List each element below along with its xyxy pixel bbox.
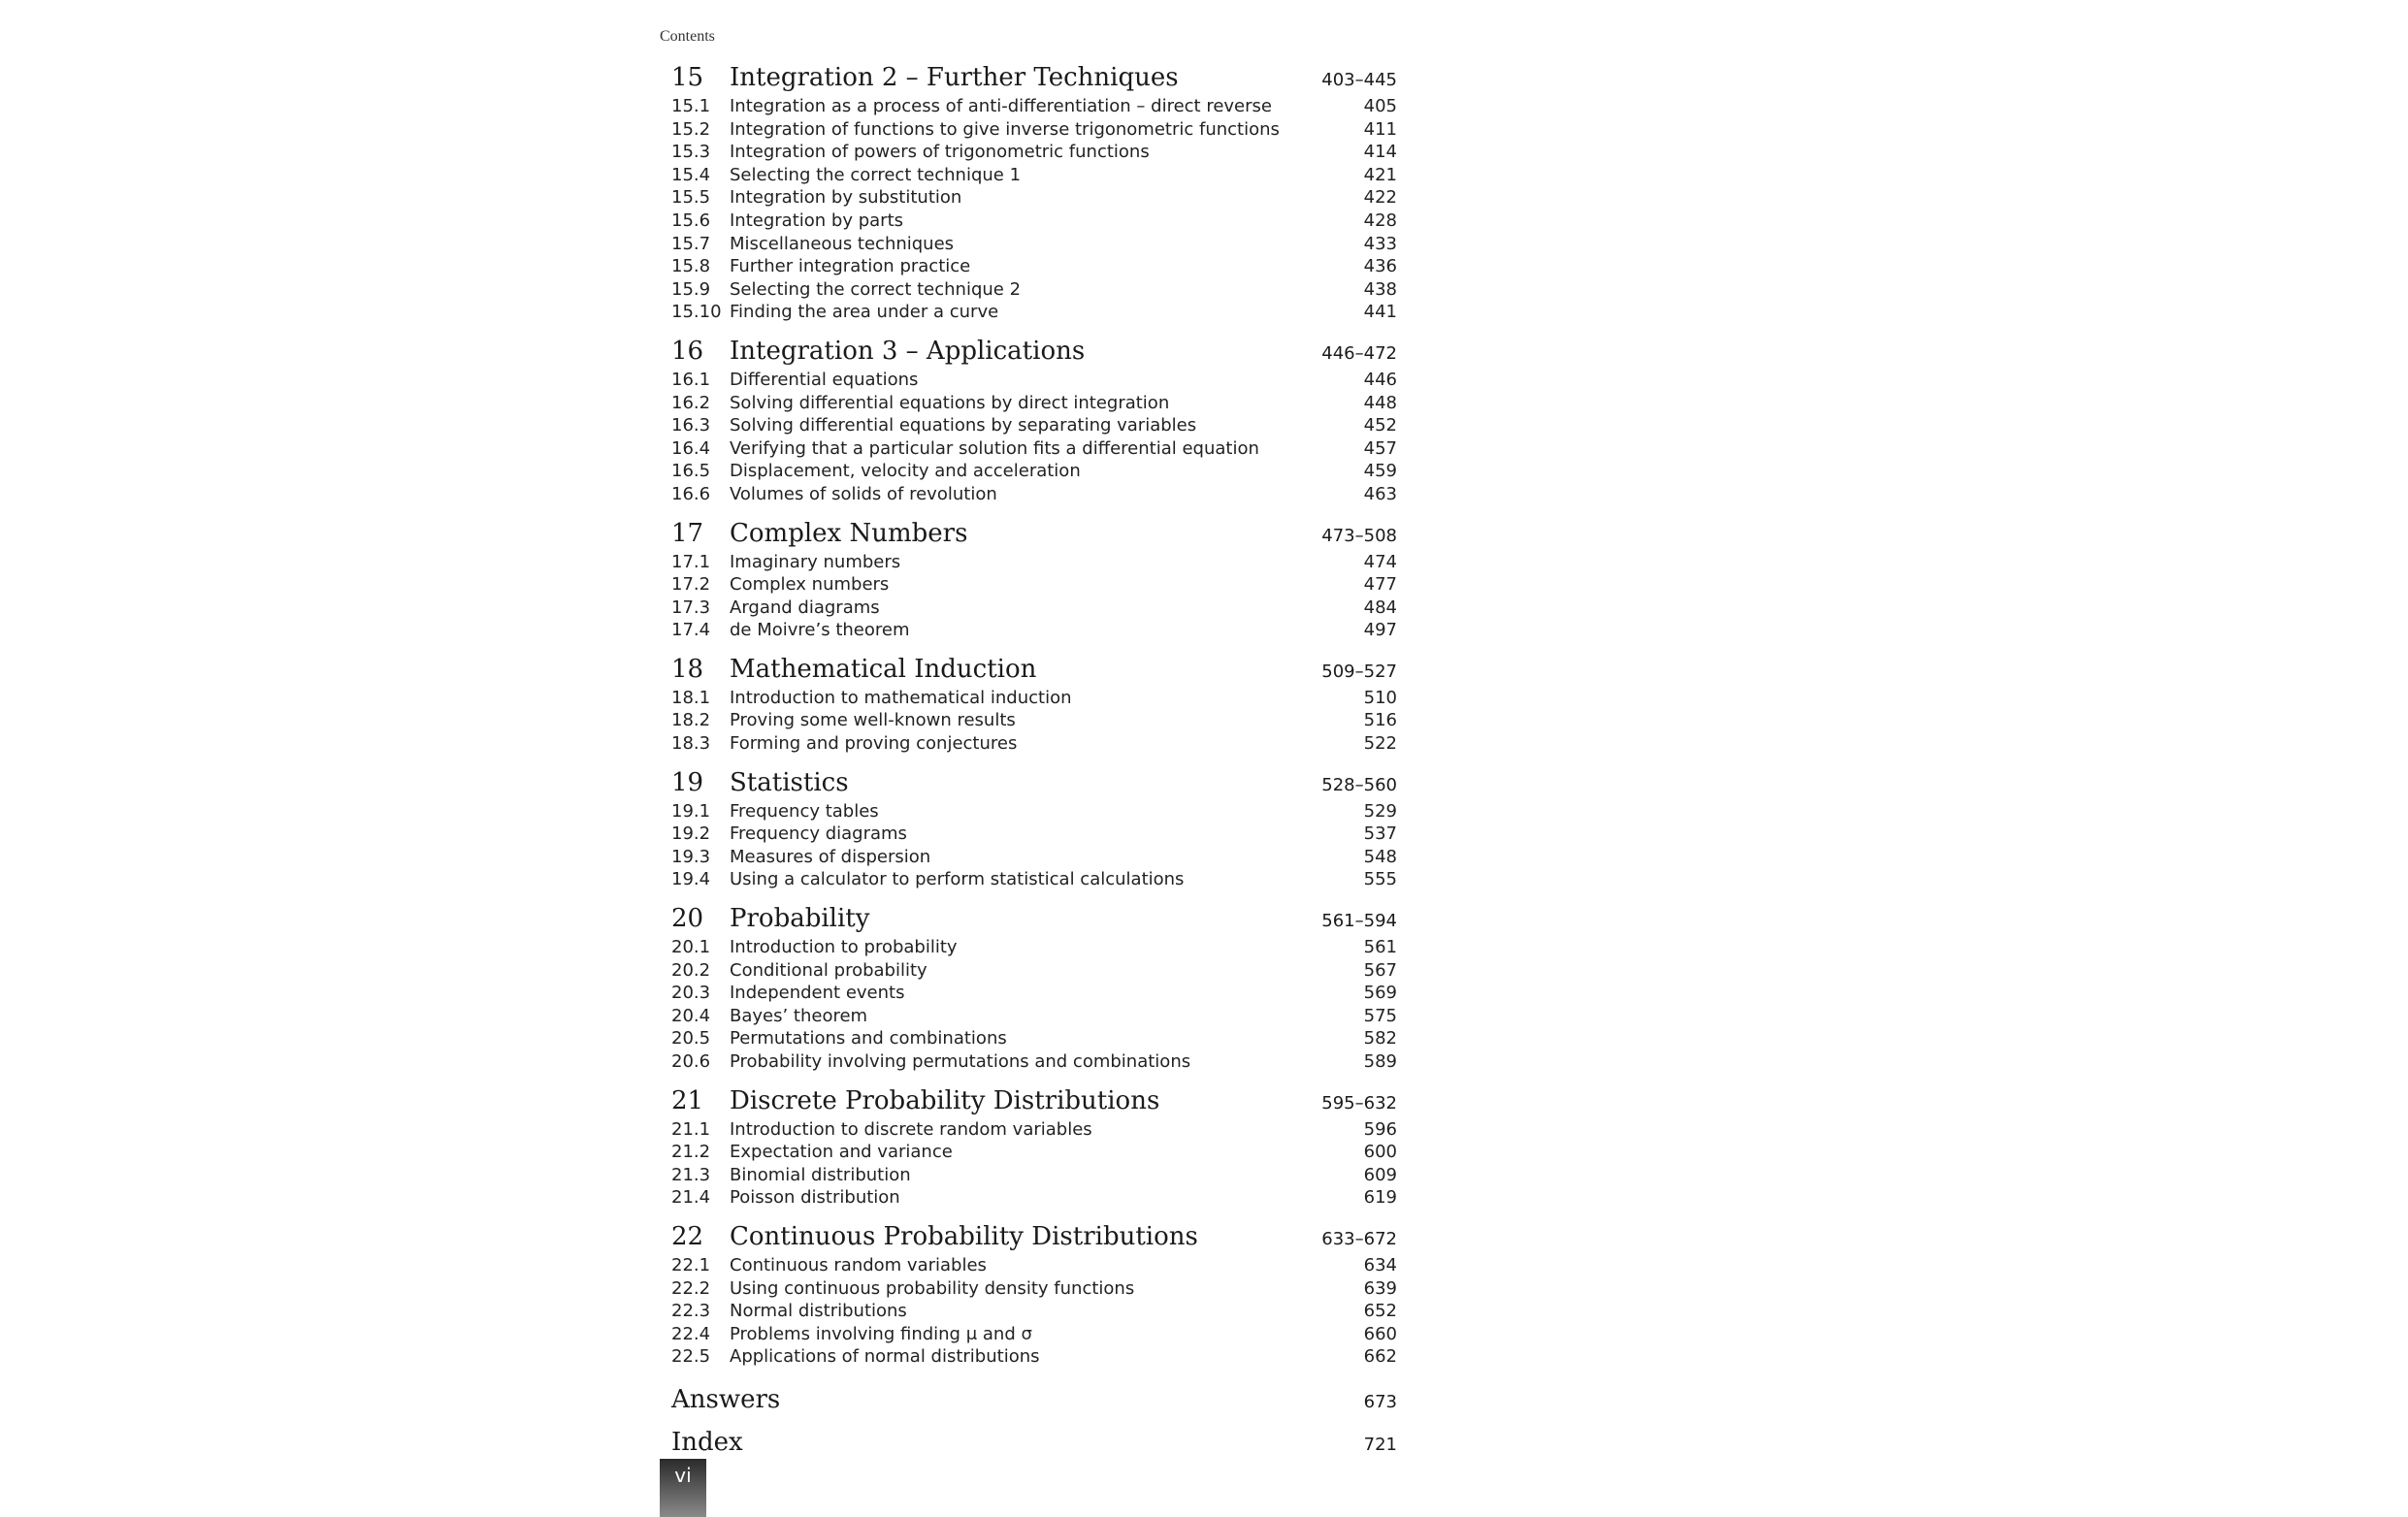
section-page: 609 bbox=[1363, 1164, 1397, 1185]
chapter-page-range: 446–472 bbox=[1321, 342, 1397, 364]
section-entry[interactable] bbox=[660, 95, 1397, 118]
section-entry[interactable] bbox=[660, 1027, 1397, 1050]
chapter-number: 18 bbox=[671, 654, 704, 684]
chapter-list bbox=[660, 60, 1397, 1369]
chapter-number: 15 bbox=[671, 63, 704, 92]
chapter-title: Continuous Probability Distributions bbox=[730, 1221, 1198, 1251]
chapter-heading[interactable] bbox=[660, 1083, 1397, 1118]
section-page: 436 bbox=[1363, 256, 1397, 277]
section-title: Frequency diagrams bbox=[730, 823, 907, 845]
section-page: 448 bbox=[1363, 392, 1397, 413]
section-page: 634 bbox=[1363, 1254, 1397, 1275]
section-number: 16.5 bbox=[671, 461, 711, 482]
section-title: Verifying that a particular solution fits a differential equation bbox=[730, 437, 1259, 459]
section-number: 16.3 bbox=[671, 415, 711, 436]
section-title: Miscellaneous techniques bbox=[730, 233, 955, 254]
section-page: 561 bbox=[1363, 937, 1397, 958]
section-number: 16.4 bbox=[671, 437, 711, 459]
chapter-number: 16 bbox=[671, 336, 704, 366]
chapter-number: 20 bbox=[671, 904, 704, 934]
section-page: 600 bbox=[1363, 1142, 1397, 1163]
section-title: Independent events bbox=[730, 983, 905, 1004]
section-entry[interactable] bbox=[660, 210, 1397, 233]
section-page: 433 bbox=[1363, 233, 1397, 254]
section-number: 20.2 bbox=[671, 959, 711, 981]
contents-page bbox=[660, 25, 1397, 1464]
section-number: 15.8 bbox=[671, 256, 711, 277]
section-page: 411 bbox=[1363, 118, 1397, 140]
section-entry[interactable] bbox=[660, 460, 1397, 483]
chapter-page-range: 561–594 bbox=[1321, 911, 1397, 932]
chapter-entry bbox=[660, 60, 1397, 324]
section-number: 18.2 bbox=[671, 710, 711, 731]
section-page: 405 bbox=[1363, 96, 1397, 116]
section-title: Forming and proving conjectures bbox=[730, 733, 1018, 755]
section-title: Conditional probability bbox=[730, 959, 927, 981]
section-page: 548 bbox=[1363, 846, 1397, 867]
section-entry[interactable] bbox=[660, 1186, 1397, 1210]
section-title: Displacement, velocity and acceleration bbox=[730, 461, 1081, 482]
section-entry[interactable] bbox=[660, 732, 1397, 756]
section-number: 17.1 bbox=[671, 551, 711, 572]
section-page: 567 bbox=[1363, 959, 1397, 981]
section-page: 428 bbox=[1363, 210, 1397, 231]
section-number: 15.5 bbox=[671, 187, 711, 209]
answers-title: Answers bbox=[671, 1384, 781, 1414]
section-page: 422 bbox=[1363, 187, 1397, 209]
section-number: 21.3 bbox=[671, 1164, 711, 1185]
section-title: Bayes’ theorem bbox=[730, 1005, 868, 1026]
section-number: 15.2 bbox=[671, 118, 711, 140]
section-title: Continuous random variables bbox=[730, 1254, 987, 1275]
chapter-title: Integration 3 – Applications bbox=[730, 336, 1086, 366]
section-title: Frequency tables bbox=[730, 800, 879, 822]
section-entry[interactable] bbox=[660, 392, 1397, 415]
section-page: 652 bbox=[1363, 1301, 1397, 1322]
section-entry[interactable] bbox=[660, 164, 1397, 187]
section-page: 463 bbox=[1363, 483, 1397, 504]
section-title: Integration as a process of anti-differentiation – direct reverse bbox=[730, 96, 1272, 116]
chapter-title: Probability bbox=[730, 904, 870, 934]
section-number: 20.5 bbox=[671, 1028, 711, 1049]
section-page: 537 bbox=[1363, 823, 1397, 845]
section-entry[interactable] bbox=[660, 278, 1397, 302]
section-title: Using continuous probability density functions bbox=[730, 1277, 1135, 1299]
running-head: Contents bbox=[660, 28, 715, 45]
section-entry[interactable] bbox=[660, 597, 1397, 620]
answers-entry[interactable] bbox=[660, 1378, 1397, 1421]
section-page: 529 bbox=[1363, 800, 1397, 822]
section-number: 20.4 bbox=[671, 1005, 711, 1026]
section-number: 20.1 bbox=[671, 937, 711, 958]
section-page: 457 bbox=[1363, 437, 1397, 459]
section-title: Argand diagrams bbox=[730, 597, 880, 618]
chapter-page-range: 633–672 bbox=[1321, 1228, 1397, 1249]
section-entry[interactable] bbox=[660, 414, 1397, 437]
section-page: 446 bbox=[1363, 369, 1397, 390]
section-number: 15.1 bbox=[671, 96, 711, 116]
chapter-title: Mathematical Induction bbox=[730, 654, 1037, 684]
section-title: Measures of dispersion bbox=[730, 846, 931, 867]
section-list bbox=[660, 1118, 1397, 1210]
section-title: Integration by parts bbox=[730, 210, 903, 231]
section-entry[interactable] bbox=[660, 141, 1397, 164]
section-entry[interactable] bbox=[660, 1005, 1397, 1028]
section-title: Imaginary numbers bbox=[730, 551, 901, 572]
chapter-heading[interactable] bbox=[660, 516, 1397, 551]
section-entry[interactable] bbox=[660, 936, 1397, 959]
section-entry[interactable] bbox=[660, 255, 1397, 278]
section-entry[interactable] bbox=[660, 437, 1397, 461]
section-entry[interactable] bbox=[660, 573, 1397, 597]
section-page: 555 bbox=[1363, 869, 1397, 890]
section-title: Applications of normal distributions bbox=[730, 1346, 1040, 1368]
section-number: 20.6 bbox=[671, 1051, 711, 1072]
section-page: 582 bbox=[1363, 1028, 1397, 1049]
chapter-title: Integration 2 – Further Techniques bbox=[730, 63, 1179, 92]
section-title: Volumes of solids of revolution bbox=[730, 483, 997, 504]
section-title: Binomial distribution bbox=[730, 1164, 911, 1185]
section-number: 17.2 bbox=[671, 574, 711, 596]
section-list bbox=[660, 936, 1397, 1074]
section-number: 22.5 bbox=[671, 1346, 711, 1368]
section-entry[interactable] bbox=[660, 1118, 1397, 1142]
index-entry[interactable] bbox=[660, 1421, 1397, 1464]
chapter-entry bbox=[660, 652, 1397, 756]
section-page: 484 bbox=[1363, 597, 1397, 618]
section-title: Selecting the correct technique 1 bbox=[730, 164, 1022, 185]
chapter-entry bbox=[660, 901, 1397, 1074]
section-number: 20.3 bbox=[671, 983, 711, 1004]
answers-page: 673 bbox=[1363, 1391, 1397, 1412]
section-entry[interactable] bbox=[660, 800, 1397, 823]
chapter-heading[interactable] bbox=[660, 652, 1397, 687]
chapter-number: 22 bbox=[671, 1221, 704, 1251]
section-entry[interactable] bbox=[660, 1300, 1397, 1323]
chapter-heading[interactable] bbox=[660, 334, 1397, 369]
chapter-heading[interactable] bbox=[660, 901, 1397, 936]
section-title: Using a calculator to perform statistical calculations bbox=[730, 869, 1185, 890]
section-number: 18.1 bbox=[671, 687, 711, 708]
section-title: Introduction to mathematical induction bbox=[730, 687, 1072, 708]
section-number: 17.4 bbox=[671, 620, 711, 641]
section-title: Integration of powers of trigonometric functions bbox=[730, 142, 1150, 163]
chapter-page-range: 595–632 bbox=[1321, 1092, 1397, 1114]
chapter-number: 21 bbox=[671, 1085, 704, 1115]
section-number: 19.3 bbox=[671, 846, 711, 867]
section-page: 414 bbox=[1363, 142, 1397, 163]
section-title: Differential equations bbox=[730, 369, 919, 390]
section-entry[interactable] bbox=[660, 687, 1397, 710]
section-number: 15.6 bbox=[671, 210, 711, 231]
section-number: 16.1 bbox=[671, 369, 711, 390]
chapter-entry bbox=[660, 516, 1397, 642]
chapter-number: 19 bbox=[671, 767, 704, 797]
section-number: 16.6 bbox=[671, 483, 711, 504]
chapter-number: 17 bbox=[671, 518, 704, 548]
section-list bbox=[660, 95, 1397, 324]
section-title: Selecting the correct technique 2 bbox=[730, 278, 1022, 300]
section-entry[interactable] bbox=[660, 1345, 1397, 1369]
section-title: Poisson distribution bbox=[730, 1187, 900, 1209]
section-page: 516 bbox=[1363, 710, 1397, 731]
section-title: Further integration practice bbox=[730, 256, 971, 277]
section-entry[interactable] bbox=[660, 186, 1397, 210]
section-entry[interactable] bbox=[660, 551, 1397, 574]
section-entry[interactable] bbox=[660, 982, 1397, 1005]
chapter-entry bbox=[660, 1219, 1397, 1369]
section-page: 421 bbox=[1363, 164, 1397, 185]
section-page: 459 bbox=[1363, 461, 1397, 482]
index-page: 721 bbox=[1363, 1434, 1397, 1455]
section-title: Introduction to probability bbox=[730, 937, 958, 958]
section-title: Permutations and combinations bbox=[730, 1028, 1007, 1049]
index-title: Index bbox=[671, 1427, 743, 1457]
section-title: de Moivre’s theorem bbox=[730, 620, 910, 641]
section-page: 522 bbox=[1363, 733, 1397, 755]
section-title: Proving some well-known results bbox=[730, 710, 1016, 731]
section-title: Normal distributions bbox=[730, 1301, 907, 1322]
section-page: 660 bbox=[1363, 1323, 1397, 1344]
section-title: Expectation and variance bbox=[730, 1142, 953, 1163]
section-page: 662 bbox=[1363, 1346, 1397, 1368]
section-page: 596 bbox=[1363, 1118, 1397, 1140]
section-number: 22.3 bbox=[671, 1301, 711, 1322]
section-page: 497 bbox=[1363, 620, 1397, 641]
section-number: 22.4 bbox=[671, 1323, 711, 1344]
section-number: 15.9 bbox=[671, 278, 711, 300]
section-number: 17.3 bbox=[671, 597, 711, 618]
section-title: Solving differential equations by separating variables bbox=[730, 415, 1197, 436]
section-number: 19.1 bbox=[671, 800, 711, 822]
section-entry[interactable] bbox=[660, 1050, 1397, 1074]
section-entry[interactable] bbox=[660, 846, 1397, 869]
chapter-heading[interactable] bbox=[660, 60, 1397, 95]
section-page: 639 bbox=[1363, 1277, 1397, 1299]
section-page: 589 bbox=[1363, 1051, 1397, 1072]
section-entry[interactable] bbox=[660, 619, 1397, 642]
section-entry[interactable] bbox=[660, 1164, 1397, 1187]
section-number: 15.7 bbox=[671, 233, 711, 254]
section-list bbox=[660, 551, 1397, 642]
section-title: Probability involving permutations and combinations bbox=[730, 1051, 1191, 1072]
section-page: 441 bbox=[1363, 302, 1397, 323]
section-title: Finding the area under a curve bbox=[730, 302, 999, 323]
section-page: 575 bbox=[1363, 1005, 1397, 1026]
section-title: Integration by substitution bbox=[730, 187, 962, 209]
section-number: 16.2 bbox=[671, 392, 711, 413]
page-number-tab: vi bbox=[660, 1459, 706, 1517]
section-list bbox=[660, 800, 1397, 891]
section-entry[interactable] bbox=[660, 959, 1397, 983]
chapter-page-range: 473–508 bbox=[1321, 525, 1397, 546]
section-number: 15.4 bbox=[671, 164, 711, 185]
chapter-title: Statistics bbox=[730, 767, 849, 797]
section-entry[interactable] bbox=[660, 233, 1397, 256]
section-number: 15.10 bbox=[671, 302, 722, 323]
section-page: 438 bbox=[1363, 278, 1397, 300]
chapter-entry bbox=[660, 334, 1397, 506]
section-title: Integration of functions to give inverse trigonometric functions bbox=[730, 118, 1280, 140]
section-list bbox=[660, 1254, 1397, 1369]
section-list bbox=[660, 369, 1397, 506]
section-title: Problems involving finding μ and σ bbox=[730, 1323, 1032, 1344]
section-title: Complex numbers bbox=[730, 574, 890, 596]
chapter-entry bbox=[660, 1083, 1397, 1210]
section-page: 452 bbox=[1363, 415, 1397, 436]
chapter-page-range: 528–560 bbox=[1321, 774, 1397, 795]
chapter-heading[interactable] bbox=[660, 1219, 1397, 1254]
section-list bbox=[660, 687, 1397, 756]
section-entry[interactable] bbox=[660, 483, 1397, 506]
section-number: 19.2 bbox=[671, 823, 711, 845]
chapter-heading[interactable] bbox=[660, 765, 1397, 800]
section-number: 21.1 bbox=[671, 1118, 711, 1140]
section-entry[interactable] bbox=[660, 1277, 1397, 1301]
section-number: 18.3 bbox=[671, 733, 711, 755]
section-title: Solving differential equations by direct integration bbox=[730, 392, 1170, 413]
chapter-page-range: 403–445 bbox=[1321, 70, 1397, 90]
section-entry[interactable] bbox=[660, 1254, 1397, 1277]
section-entry[interactable] bbox=[660, 1323, 1397, 1346]
chapter-title: Complex Numbers bbox=[730, 518, 968, 548]
section-number: 15.3 bbox=[671, 142, 711, 163]
section-entry[interactable] bbox=[660, 868, 1397, 891]
section-page: 569 bbox=[1363, 983, 1397, 1004]
section-number: 21.2 bbox=[671, 1142, 711, 1163]
chapter-page-range: 509–527 bbox=[1321, 661, 1397, 682]
section-entry[interactable] bbox=[660, 369, 1397, 392]
section-page: 474 bbox=[1363, 551, 1397, 572]
chapter-entry bbox=[660, 765, 1397, 891]
section-entry[interactable] bbox=[660, 709, 1397, 732]
section-page: 510 bbox=[1363, 687, 1397, 708]
section-number: 19.4 bbox=[671, 869, 711, 890]
section-entry[interactable] bbox=[660, 301, 1397, 324]
section-page: 619 bbox=[1363, 1187, 1397, 1209]
section-entry[interactable] bbox=[660, 118, 1397, 142]
section-number: 22.1 bbox=[671, 1254, 711, 1275]
section-entry[interactable] bbox=[660, 823, 1397, 846]
section-number: 21.4 bbox=[671, 1187, 711, 1209]
section-number: 22.2 bbox=[671, 1277, 711, 1299]
section-entry[interactable] bbox=[660, 1141, 1397, 1164]
section-page: 477 bbox=[1363, 574, 1397, 596]
chapter-title: Discrete Probability Distributions bbox=[730, 1085, 1160, 1115]
section-title: Introduction to discrete random variables bbox=[730, 1118, 1092, 1140]
